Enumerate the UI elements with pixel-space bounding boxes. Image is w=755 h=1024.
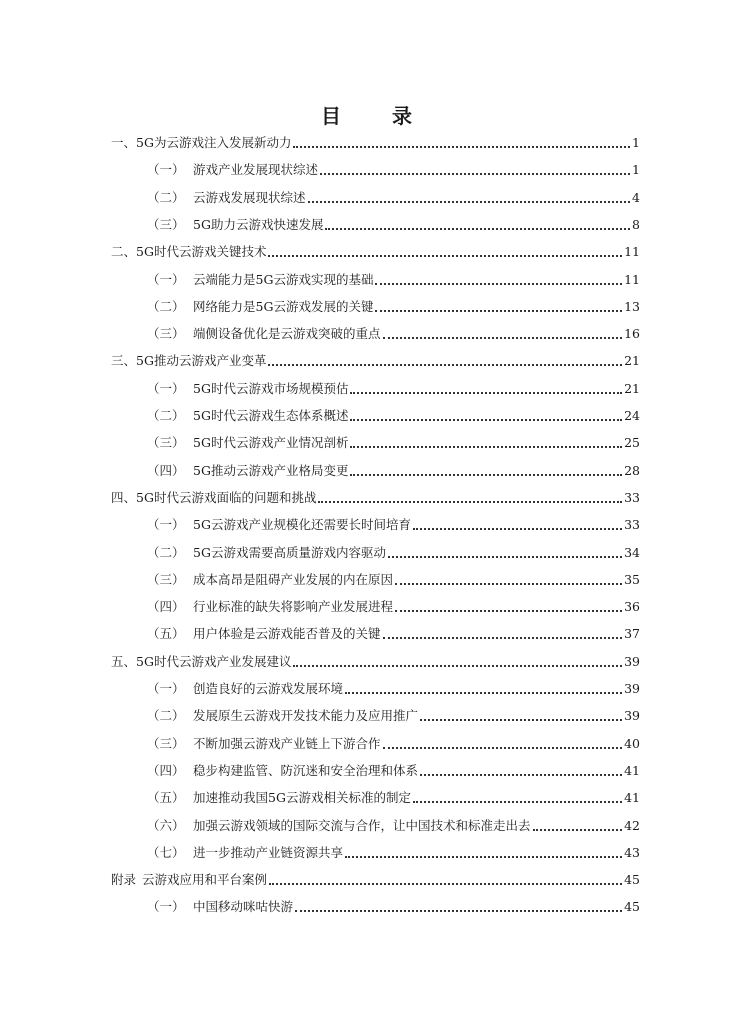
toc-entry-number: （一） [147,271,185,287]
toc-page-number: 43 [624,844,640,860]
toc-section-row[interactable] [147,158,640,178]
toc-entry-number: （二） [147,708,185,724]
toc-leader-dots [350,434,622,448]
toc-page-number: 24 [624,408,640,423]
toc-entry-title: 5G云游戏需要高质量游戏内容驱动 [193,544,386,560]
toc-leader-dots [308,189,630,203]
toc-section-row[interactable] [147,513,640,533]
toc-entry-title: 稳步构建监管、防沉迷和安全治理和体系 [193,762,419,778]
toc-entry-title: 云游戏发展现状综述 [193,189,306,205]
toc-entry-number: （四） [147,462,185,478]
toc-entry-number: （三） [147,326,185,342]
toc-entry-number: 一、 [111,135,137,150]
toc-section-row[interactable] [147,268,640,288]
toc-entry-title: 发展原生云游戏开发技术能力及应用推广 [193,708,419,724]
toc-section-row[interactable] [147,568,640,588]
toc-entry-title: 云游戏应用和平台案例 [142,872,268,888]
toc-entry-title: 网络能力是5G云游戏发展的关键 [193,298,374,314]
toc-entry-title: 5G助力云游戏快速发展 [193,216,324,232]
toc-chapter-row[interactable] [111,868,640,888]
toc-leader-dots [350,407,622,421]
toc-entry-title: 5G云游戏产业规模化还需要长时间培育 [193,517,411,533]
toc-entry-number: （二） [147,408,185,423]
toc-entry-number: （五） [147,626,185,642]
toc-entry-number: （三） [147,735,185,751]
toc-entry-title: 行业标准的缺失将影响产业发展进程 [193,599,394,615]
toc-page-number: 35 [624,571,640,587]
toc-leader-dots [295,898,622,912]
toc-entry-title: 5G时代云游戏市场规模预估 [193,380,349,396]
toc-section-row[interactable] [147,541,640,561]
toc-entry-number: （七） [147,844,185,860]
toc-page-number: 45 [624,872,640,888]
toc-leader-dots [375,271,622,285]
toc-section-row[interactable] [147,322,640,342]
toc-page-number: 25 [624,435,640,451]
toc-leader-dots [269,871,622,885]
toc-leader-dots [350,380,622,394]
toc-entry-number: （三） [147,216,185,232]
toc-section-row[interactable] [147,759,640,779]
toc-entry-number: （二） [147,189,185,205]
toc-section-row[interactable] [147,677,640,697]
toc-leader-dots [533,817,623,831]
toc-entry-number: 二、 [111,244,137,260]
toc-leader-dots [413,516,622,530]
toc-page-number: 41 [624,762,640,778]
toc-page-number: 21 [624,353,640,369]
toc-page-number: 33 [624,489,640,505]
toc-entry-number: （一） [147,899,185,915]
toc-page-number: 39 [624,653,640,669]
toc-section-row[interactable] [147,295,640,315]
toc-page-number: 39 [624,681,640,696]
toc-entry-title: 进一步推动产业链资源共享 [193,844,344,860]
toc-section-row[interactable] [147,186,640,206]
toc-leader-dots [383,735,623,749]
toc-chapter-row[interactable] [111,486,640,506]
toc-entry-title: 5G时代云游戏产业情况剖析 [193,435,349,451]
toc-entry-title: 成本高昂是阻碍产业发展的内在原因 [193,571,394,587]
toc-entry-number: 附录 [111,872,137,888]
toc-page-number: 4 [632,189,640,205]
toc-leader-dots [420,762,622,776]
toc-page-number: 36 [624,599,640,615]
toc-page-number: 28 [624,462,640,478]
toc-entry-title: 云端能力是5G云游戏实现的基础 [193,271,374,287]
toc-section-row[interactable] [147,459,640,479]
toc-page-number: 33 [624,517,640,533]
toc-page-number: 13 [624,298,640,314]
toc-entry-number: （三） [147,571,185,587]
toc-entry-title: 创造良好的云游戏发展环境 [193,681,344,696]
toc-section-row[interactable] [147,404,640,424]
toc-entry-number: （二） [147,298,185,314]
toc-section-row[interactable] [147,622,640,642]
toc-section-row[interactable] [147,814,640,834]
toc-page-number: 34 [624,544,640,560]
toc-entry-title: 5G时代云游戏关键技术 [136,244,267,260]
toc-entry-title: 加强云游戏领域的国际交流与合作，让中国技术和标准走出去 [193,817,531,833]
toc-page-number: 39 [624,708,640,724]
toc-leader-dots [293,134,630,148]
toc-leader-dots [345,680,622,694]
toc-entry-title: 中国移动咪咕快游 [193,899,294,915]
toc-section-row[interactable] [147,704,640,724]
toc-entry-number: （四） [147,762,185,778]
toc-entry-number: （一） [147,517,185,533]
toc-page-number: 11 [624,271,640,287]
toc-chapter-row[interactable] [111,240,640,260]
toc-entry-title: 5G时代云游戏生态体系概述 [193,408,349,423]
toc-page-number: 16 [624,326,640,342]
toc-page-number: 37 [624,626,640,642]
toc-entry-number: （一） [147,681,185,696]
toc-entry-title: 5G推动云游戏产业格局变更 [193,462,349,478]
toc-entry-number: （二） [147,544,185,560]
toc-entry-title: 5G推动云游戏产业变革 [136,353,267,369]
toc-section-row[interactable] [147,377,640,397]
toc-leader-dots [395,598,622,612]
toc-entry-title: 游戏产业发展现状综述 [193,162,319,178]
toc-leader-dots [383,625,623,639]
toc-section-row[interactable] [147,431,640,451]
toc-leader-dots [413,789,622,803]
toc-section-row[interactable] [147,732,640,752]
toc-page-number: 8 [632,216,640,232]
toc-entry-title: 5G为云游戏注入发展新动力 [136,135,292,150]
toc-section-row[interactable] [147,786,640,806]
toc-leader-dots [420,707,622,721]
toc-entry-title: 不断加强云游戏产业链上下游合作 [193,735,381,751]
toc-entry-number: 五、 [111,653,137,669]
toc-section-row[interactable] [147,895,640,915]
toc-entry-number: （一） [147,162,185,178]
toc-entry-title: 5G时代云游戏面临的问题和挑战 [136,489,317,505]
toc-leader-dots [383,325,623,339]
toc-leader-dots [268,243,622,257]
toc-section-row[interactable] [147,841,640,861]
toc-leader-dots [395,571,622,585]
toc-entry-title: 用户体验是云游戏能否普及的关键 [193,626,381,642]
toc-entry-title: 5G时代云游戏产业发展建议 [136,653,292,669]
toc-leader-dots [293,653,622,667]
toc-leader-dots [350,462,622,476]
toc-leader-dots [320,161,630,175]
toc-page-number: 42 [624,817,640,833]
toc-page-number: 11 [624,244,640,260]
toc-entry-title: 端侧设备优化是云游戏突破的重点 [193,326,381,342]
toc-chapter-row[interactable] [111,650,640,670]
toc-leader-dots [345,844,622,858]
toc-section-row[interactable] [147,595,640,615]
toc-page-number: 21 [624,380,640,396]
toc-entry-number: （五） [147,790,185,806]
toc-page-number: 1 [632,135,640,150]
toc-entry-number: 三、 [111,353,137,369]
toc-page-number: 40 [624,735,640,751]
toc-entry-number: （一） [147,380,185,396]
toc-leader-dots [375,298,622,312]
toc-chapter-row[interactable] [111,349,640,369]
toc-page-number: 1 [632,162,640,178]
page-title: 目 录 [321,104,434,128]
toc-leader-dots [388,544,622,558]
toc-section-row[interactable] [147,213,640,233]
toc-entry-title: 加速推动我国5G云游戏相关标准的制定 [193,790,411,806]
toc-entry-number: （四） [147,599,185,615]
toc-entry-number: （三） [147,435,185,451]
toc-leader-dots [268,352,622,366]
toc-leader-dots [325,216,630,230]
toc-entry-number: 四、 [111,489,137,505]
toc-chapter-row[interactable] [111,131,640,151]
toc-entry-number: （六） [147,817,185,833]
toc-page-number: 41 [624,790,640,806]
toc-page-number: 45 [624,899,640,915]
toc-leader-dots [318,489,622,503]
